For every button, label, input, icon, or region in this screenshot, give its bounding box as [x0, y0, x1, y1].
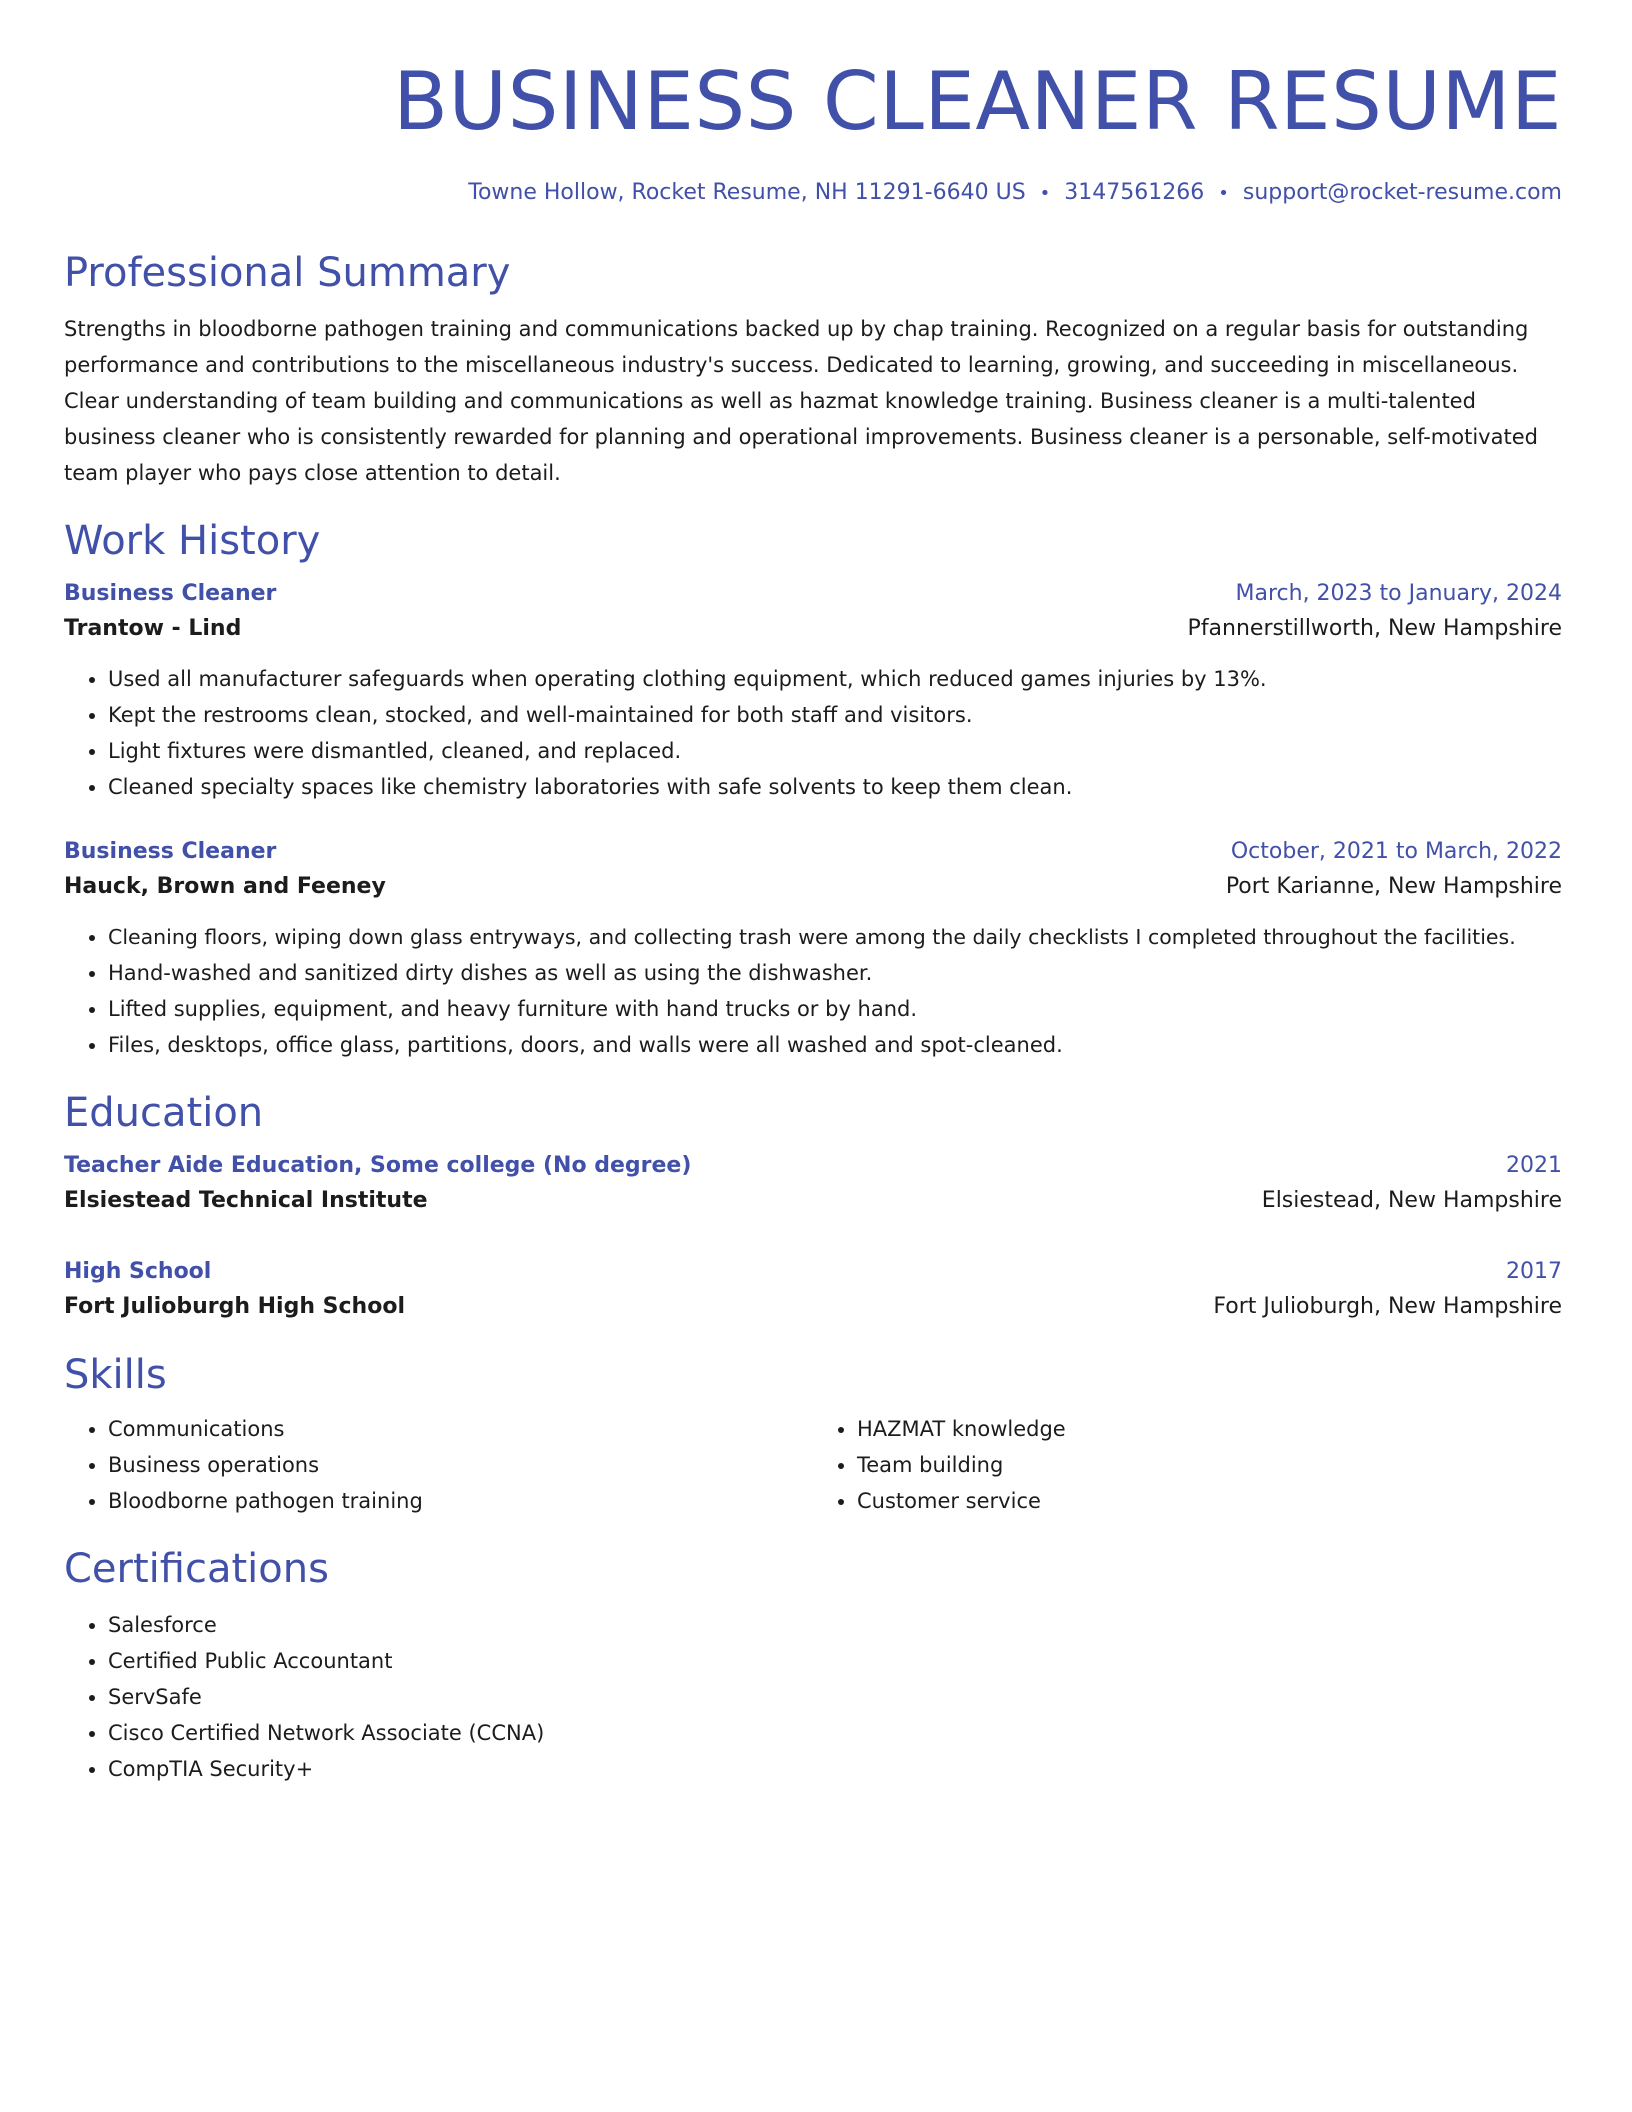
list-item: • Salesforce: [108, 1607, 1562, 1643]
list-item: • Light fixtures were dismantled, cleaned, and replaced.: [108, 733, 1562, 769]
education-year: 2017: [1506, 1259, 1562, 1284]
job-entry: [64, 577, 1562, 805]
job-location: Pfannerstillworth, New Hampshire: [1187, 616, 1562, 641]
resume-header: [64, 48, 1562, 209]
list-item: • Files, desktops, office glass, partitions, doors, and walls were all washed and spot-cleaned.: [108, 1027, 1562, 1063]
list-item: • Used all manufacturer safeguards when operating clothing equipment, which reduced games injuries by 13%.: [108, 661, 1562, 697]
skills-grid: [64, 1411, 1562, 1519]
list-item: • Team building: [857, 1447, 1562, 1483]
certifications-list: [64, 1607, 1562, 1787]
summary-section: [64, 247, 1562, 491]
education-year: 2021: [1506, 1153, 1562, 1178]
school-name: Fort Julioburgh High School: [64, 1294, 405, 1319]
job-company: Trantow - Lind: [64, 616, 242, 641]
job-dates: October, 2021 to March, 2022: [1230, 839, 1562, 864]
education-heading: Education: [64, 1090, 264, 1136]
education-section: [64, 1087, 1562, 1325]
list-item: • Cleaning floors, wiping down glass entryways, and collecting trash were among the daily checklists I completed throughout the facilities.: [108, 919, 1562, 955]
school-location: Elsiestead, New Hampshire: [1261, 1188, 1562, 1213]
certifications-heading: Certifications: [64, 1546, 329, 1592]
job-company: Hauck, Brown and Feeney: [64, 874, 386, 899]
list-item: • Cisco Certified Network Associate (CCNA): [108, 1715, 1562, 1751]
contact-line: [64, 178, 1562, 209]
job-entry: [64, 835, 1562, 1063]
skills-list-right: [813, 1411, 1562, 1519]
job-title: Business Cleaner: [64, 581, 277, 606]
list-item: • Business operations: [108, 1447, 813, 1483]
list-item: • CompTIA Security+: [108, 1751, 1562, 1787]
job-duties: [64, 661, 1562, 805]
certifications-section: [64, 1543, 1562, 1787]
job-title: Business Cleaner: [64, 839, 277, 864]
contact-phone: 3147561266: [1064, 180, 1205, 205]
resume-title: BUSINESS CLEANER RESUME: [393, 55, 1562, 148]
list-item: • Customer service: [857, 1483, 1562, 1519]
list-item: • Bloodborne pathogen training: [108, 1483, 813, 1519]
list-item: • Lifted supplies, equipment, and heavy furniture with hand trucks or by hand.: [108, 991, 1562, 1027]
list-item: • ServSafe: [108, 1679, 1562, 1715]
education-entry: [64, 1149, 1562, 1219]
summary-heading: Professional Summary: [64, 250, 511, 296]
contact-separator: •: [1039, 183, 1051, 204]
list-item: • Certified Public Accountant: [108, 1643, 1562, 1679]
education-entry: [64, 1255, 1562, 1325]
degree: High School: [64, 1259, 212, 1284]
job-duties: [64, 919, 1562, 1063]
list-item: • Hand-washed and sanitized dirty dishes as well as using the dishwasher.: [108, 955, 1562, 991]
job-location: Port Karianne, New Hampshire: [1225, 874, 1562, 899]
list-item: • HAZMAT knowledge: [857, 1411, 1562, 1447]
work-heading: Work History: [64, 518, 321, 564]
contact-separator: •: [1218, 183, 1229, 204]
contact-address: Towne Hollow, Rocket Resume, NH 11291-6640 US: [468, 180, 1026, 205]
skills-list-left: [64, 1411, 813, 1519]
contact-email: support@rocket-resume.com: [1242, 180, 1562, 205]
list-item: • Cleaned specialty spaces like chemistry laboratories with safe solvents to keep them clean.: [108, 769, 1562, 805]
list-item: • Communications: [108, 1411, 813, 1447]
school-location: Fort Julioburgh, New Hampshire: [1213, 1294, 1562, 1319]
degree: Teacher Aide Education, Some college (No degree): [64, 1153, 692, 1178]
skills-section: [64, 1349, 1562, 1519]
summary-text: Strengths in bloodborne pathogen training and communications backed up by chap training. Recognized on a regular basis for outstanding performance and contributions to the miscellaneous industry's success. Dedicated to learning, growing, and succeeding in miscellaneous. Clear understanding of team building and communications as well as hazmat knowledge training. Business cleaner is a multi-talented business cleaner who is consistently rewarded for planning and operational improvements. Business cleaner is a personable, self-motivated team player who pays close attention to detail.: [64, 317, 1538, 485]
skills-heading: Skills: [64, 1352, 167, 1398]
school-name: Elsiestead Technical Institute: [64, 1188, 428, 1213]
list-item: • Kept the restrooms clean, stocked, and well-maintained for both staff and visitors.: [108, 697, 1562, 733]
job-dates: March, 2023 to January, 2024: [1235, 581, 1562, 606]
work-section: [64, 515, 1562, 1063]
resume-page: [64, 48, 1562, 1787]
